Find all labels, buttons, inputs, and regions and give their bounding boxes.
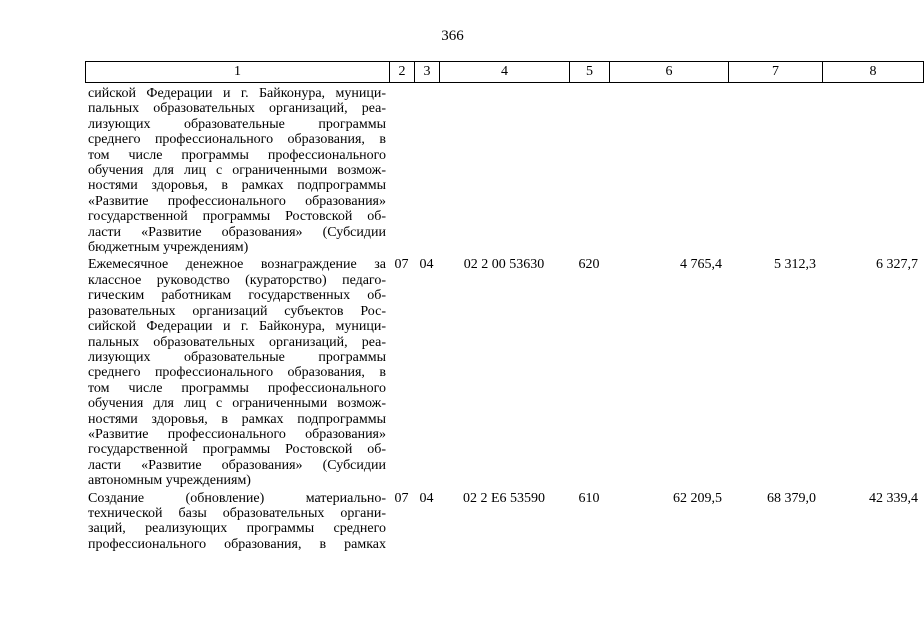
description-line: обучения для лиц с ограниченными возмож- [88,396,386,412]
cell-amount-8: 6 327,7 [876,257,918,273]
description-line: бюджетным учреждениям) [88,240,249,256]
description-line: разовательных организаций субъектов Рос- [88,303,386,319]
header-cell-6: 6 [610,62,729,82]
description-line: классное руководство (кураторство) педаго- [88,272,386,288]
description-line: «Развитие профессионального образования» [88,193,386,209]
row-description [85,491,389,553]
description-line: сийской Федерации и г. Байконура, муници- [88,86,386,101]
cell-amount-7: 68 379,0 [767,490,816,506]
description-line: ностями здоровья, в рамках подпрограммы [88,178,386,194]
description-line: заций, реализующих программы среднего [88,521,386,537]
description-line: лизующих образовательные программы [88,349,386,365]
row-description [85,86,389,255]
description-line: обучения для лиц с ограниченными возмож- [88,163,386,179]
page-number: 366 [441,28,464,44]
cell-subsection: 04 [419,490,434,506]
cell-amount-7: 5 312,3 [774,257,816,273]
row-description [85,257,389,488]
description-line: том числе программы профессионального [88,147,386,163]
description-line: автономным учреждениям) [88,473,251,489]
cell-expense-type: 620 [578,257,600,273]
description-line: среднего профессионального образования, в [88,132,386,148]
description-line: государственной программы Ростовской об- [88,442,386,458]
header-cell-7: 7 [729,62,823,82]
cell-section: 07 [394,257,409,273]
header-cell-3: 3 [415,62,440,82]
description-line: профессионального образования, в рамках [88,536,386,552]
description-line: лизующих образовательные программы [88,116,386,132]
cell-target-article: 02 2 00 53630 [463,257,545,273]
header-cell-8: 8 [823,62,924,82]
cell-section: 07 [394,490,409,506]
description-line: пальных образовательных организаций, реа- [88,101,386,117]
description-line: Ежемесячное денежное вознаграждение за [88,257,386,273]
table-header-row [85,61,924,83]
description-line: «Развитие профессионального образования» [88,426,386,442]
description-line: том числе программы профессионального [88,380,386,396]
description-line: ласти «Развитие образования» (Субсидии [88,224,386,240]
description-line: гическим работникам государственных об- [88,288,386,304]
description-line: ласти «Развитие образования» (Субсидии [88,457,386,473]
description-line: ностями здоровья, в рамках подпрограммы [88,411,386,427]
description-line: государственной программы Ростовской об- [88,209,386,225]
description-line: технической базы образовательных органи- [88,505,386,521]
cell-amount-6: 4 765,4 [680,257,722,273]
description-line: Создание (обновление) материально- [88,490,386,506]
cell-target-article: 02 2 Е6 53590 [462,490,546,506]
table-row [85,491,923,553]
description-line: сийской Федерации и г. Байконура, муници- [88,319,386,335]
table-row [85,257,923,488]
header-cell-4: 4 [440,62,570,82]
header-cell-1: 1 [86,62,390,82]
header-cell-5: 5 [570,62,610,82]
cell-amount-8: 42 339,4 [869,490,918,506]
table-body [85,86,923,552]
cell-subsection: 04 [419,257,434,273]
description-line: пальных образовательных организаций, реа- [88,334,386,350]
cell-amount-6: 62 209,5 [673,490,722,506]
description-line: среднего профессионального образования, в [88,365,386,381]
table-row [85,86,923,255]
header-cell-2: 2 [390,62,415,82]
cell-expense-type: 610 [578,490,600,506]
